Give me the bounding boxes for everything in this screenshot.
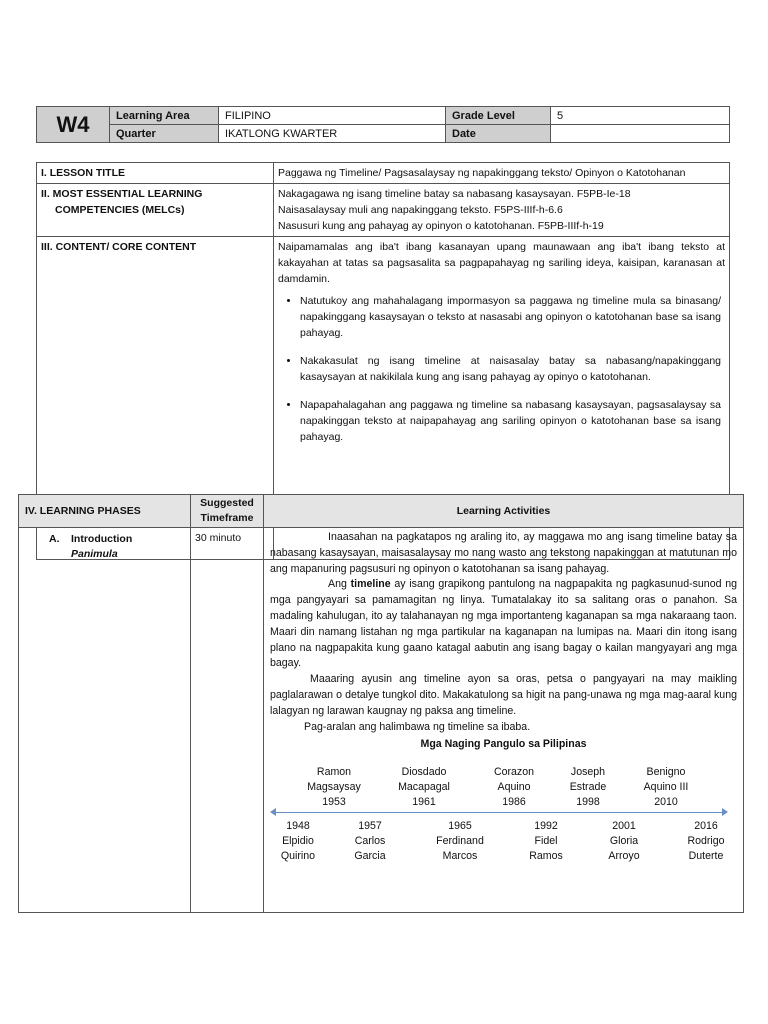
quarter-value: IKATLONG KWARTER (219, 125, 446, 143)
timeline-bottom-entry: 2016 Rodrigo Duterte (687, 820, 725, 863)
grade-level-label: Grade Level (446, 107, 551, 125)
lesson-title-value: Paggawa ng Timeline/ Pagsasalaysay ng napakinggang teksto/ Opinyon o Katotohanan (274, 163, 730, 184)
timeframe-header-line2: Timeframe (200, 512, 254, 524)
timeline-top-entry: Corazon Aquino 1986 (493, 766, 535, 809)
melc-label-line2: COMPETENCIES (MELCs) (55, 204, 185, 216)
date-value (551, 125, 730, 143)
learning-area-label: Learning Area (110, 107, 219, 125)
timeframe-header (191, 495, 264, 528)
paragraph-instruction: Pag-aralan ang halimbawa ng timeline sa ibaba. (304, 720, 531, 733)
paragraph-arrangement: Maaaring ayusin ang timeline ayon sa oras, petsa o pangyayari na may maikling paglalarawan o detalye tungkol dito. Makakatulong sa higit na pang-unawa ng mga mag-aaral kung lalagyan ng larawan kaugnay ng paksa ang timeline. (270, 673, 737, 717)
timeframe-header-line1: Suggested (200, 497, 254, 509)
quarter-label: Quarter (110, 125, 219, 143)
timeline-bottom-entry: 1948 Elpidio Quirino (280, 820, 316, 863)
phase-a-time: 30 minuto (191, 528, 264, 913)
activities-header: Learning Activities (264, 495, 744, 528)
timeline-top-entry: Joseph Estrade 1998 (569, 766, 607, 809)
timeline-bottom-entry: 1965 Ferdinand Marcos (436, 820, 484, 863)
timeline-axis (272, 812, 724, 813)
phase-a-subtitle: Panimula (71, 548, 118, 560)
timeline-top-entry: Diosdado Macapagal 1961 (398, 766, 450, 809)
date-label: Date (446, 125, 551, 143)
phase-a-letter: A. (49, 533, 60, 545)
timeline-top-entry: Ramon Magsaysay 1953 (307, 766, 361, 809)
timeline-arrow-right-icon (722, 808, 728, 816)
phases-header: IV. LEARNING PHASES (19, 495, 191, 528)
timeline-bottom-entry: 1992 Fidel Ramos (529, 820, 563, 863)
lesson-title-label: I. LESSON TITLE (37, 163, 274, 184)
week-label: W4 (37, 107, 110, 143)
timeline-title: Mga Naging Pangulo sa Pilipinas (420, 738, 587, 751)
objectives-list (278, 293, 725, 445)
timeline-term: timeline (350, 578, 391, 591)
paragraph-intro: Inaasahan na pagkatapos ng araling ito, ay maggawa mo ang isang timeline batay sa nabasang kasaysayan, maisasalaysay mo nang wasto ang tekstong napakinggan at matutunan mo ang mapanuring pagsusuri ng opinyon o katotohanan sa isang pahayag. (270, 531, 737, 575)
melc-item: Nasusuri kung ang pahayag ay opinyon o katotohanan. F5PB-IIIf-h-19 (278, 220, 604, 232)
melc-list (274, 184, 730, 237)
paragraph-timeline-definition: Ang timeline ay isang grapikong pantulong na nagpapakita ng pagkasunud-sunod ng mga pangyayari sa pamamagitan ng linya. Tumatalakay ito sa salitang oras o panahon. Sa madaling kahulugan, ito ay talahanayan ng mga importanteng kaganapan sa mga nakaraang taon. Maari din namang listahan ng mga partikular na kaganapan na lumipas na. Maari din itong isang plano na nagpapakita kung gaano katagal aabutin ang isang bagay o kailan mangyayari ang mga bagay. (270, 578, 737, 670)
content-intro: Naipamamalas ang iba't ibang kasanayan upang maunawaan ang iba't ibang teksto at kakayahan at tatas sa pagsasalita sa pagpapahayag ng sariling ideya, kaisipan, karanasan at damdamin. (278, 241, 725, 285)
learning-area-value: FILIPINO (219, 107, 446, 125)
objective-item: • Napapahalagahan ang paggawa ng timeline sa nabasang kasaysayan, pagsasalaysay sa napakinggan teksto at naipapahayag ang sariling opinyon o katotohanan base sa isang pahayag. (300, 397, 725, 445)
melc-label (37, 184, 274, 237)
timeline-bottom-entry: 2001 Gloria Arroyo (608, 820, 640, 863)
melc-item: Nakagagawa ng isang timeline batay sa nabasang kasaysayan. F5PB-Ie-18 (278, 188, 631, 200)
learning-phases-table (18, 494, 744, 913)
phase-a-cell (19, 528, 191, 913)
phase-a-title: Introduction (71, 533, 133, 545)
timeline-bottom-entry: 1957 Carlos Garcia (354, 820, 386, 863)
timeline-top-entry: Benigno Aquino III 2010 (643, 766, 689, 809)
objective-item: • Nakakasulat ng isang timeline at naisasalay batay sa nabasang/napakinggang kasaysayan at nakikilala kung ang isang pahayag ay opinyo o katotohanan. (300, 353, 725, 385)
content-label: III. CONTENT/ CORE CONTENT (37, 237, 274, 560)
activities-content (264, 528, 744, 913)
melc-item: Naisasalaysay muli ang napakinggang teksto. F5PS-IIIf-h-6.6 (278, 204, 563, 216)
grade-level-value: 5 (551, 107, 730, 125)
presidents-timeline (270, 761, 730, 879)
melc-label-line1: II. MOST ESSENTIAL LEARNING (41, 188, 203, 200)
header-table (36, 106, 730, 143)
objective-item: • Natutukoy ang mahahalagang impormasyon sa paggawa ng timeline mula sa binasang/ napakinggang kasaysayan o teksto at nasasabi ang opinyon o katotohanan base sa isang pahayag. (300, 293, 725, 341)
